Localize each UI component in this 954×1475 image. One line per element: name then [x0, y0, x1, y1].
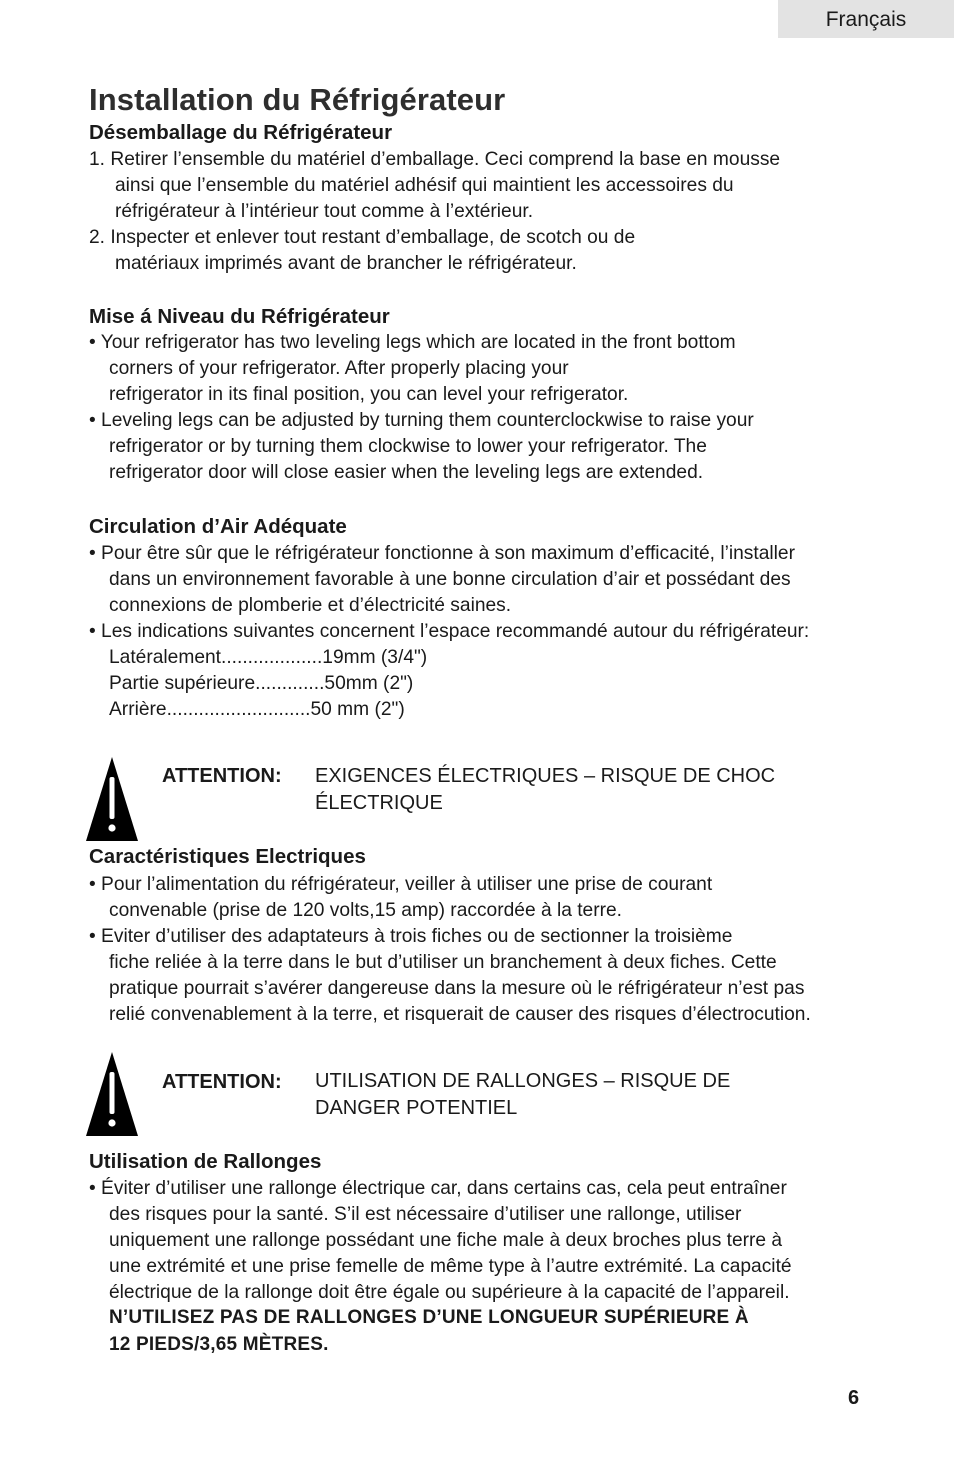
clearance-side: Latéralement...................19mm (3/4"): [109, 647, 428, 668]
air-heading: Circulation d’Air Adéquate: [89, 515, 347, 538]
electrical-line: convenable (prise de 120 volts,15 amp) raccordée à la terre.: [109, 900, 623, 921]
warning-label: ATTENTION:: [162, 765, 282, 787]
unpacking-line: 2. Inspecter et enlever tout restant d’emballage, de scotch ou de: [89, 227, 636, 248]
leveling-line: refrigerator in its final position, you can level your refrigerator.: [109, 384, 629, 405]
electrical-heading: Caractéristiques Electriques: [89, 845, 366, 868]
extension-line: électrique de la rallonge doit être égale ou supérieure à la capacité de l’appareil.: [109, 1282, 790, 1303]
leveling-line: • Leveling legs can be adjusted by turning them counterclockwise to raise your: [89, 410, 754, 431]
electrical-line: • Eviter d’utiliser des adaptateurs à trois fiches ou de sectionner la troisième: [89, 926, 733, 947]
air-line: • Pour être sûr que le réfrigérateur fonctionne à son maximum d’efficacité, l’installer: [89, 543, 795, 564]
electrical-line: fiche reliée à la terre dans le but d’utiliser un branchement à deux fiches. Cette: [109, 952, 777, 973]
page-number: 6: [848, 1387, 860, 1409]
warning-text: ÉLECTRIQUE: [315, 792, 443, 814]
unpacking-heading: Désemballage du Réfrigérateur: [89, 121, 393, 144]
air-line: connexions de plomberie et d’électricité saines.: [109, 595, 512, 616]
leveling-heading: Mise á Niveau du Réfrigérateur: [89, 305, 390, 328]
warning-text: EXIGENCES ÉLECTRIQUES – RISQUE DE CHOC: [315, 765, 776, 787]
unpacking-line: réfrigérateur à l’intérieur tout comme à l’extérieur.: [115, 201, 534, 222]
extension-warning-bold: 12 PIEDS/3,65 MÈTRES.: [109, 1334, 329, 1355]
leveling-line: refrigerator or by turning them clockwise to lower your refrigerator. The: [109, 436, 707, 457]
extension-line: uniquement une rallonge possédant une fiche male à deux broches plus terre à: [109, 1230, 783, 1251]
clearance-top: Partie supérieure.............50mm (2"): [109, 673, 414, 694]
extension-line: des risques pour la santé. S’il est nécessaire d’utiliser une rallonge, utiliser: [109, 1204, 742, 1225]
warning-label: ATTENTION:: [162, 1071, 282, 1093]
extension-warning-bold: N’UTILISEZ PAS DE RALLONGES D’UNE LONGUEUR SUPÉRIEURE À: [109, 1307, 749, 1328]
warning-triangle-icon: [86, 757, 138, 841]
air-line: dans un environnement favorable à une bonne circulation d’air et possédant des: [109, 569, 791, 590]
warning-triangle-icon: [86, 1052, 138, 1136]
extension-line: une extrémité et une prise femelle de même type à l’autre extrémité. La capacité: [109, 1256, 792, 1277]
warning-text: UTILISATION DE RALLONGES – RISQUE DE: [315, 1070, 731, 1092]
leveling-line: corners of your refrigerator. After properly placing your: [109, 358, 569, 379]
electrical-line: pratique pourrait s’avérer dangereuse dans la mesure où le réfrigérateur n’est pas: [109, 978, 805, 999]
electrical-line: relié convenablement à la terre, et risquerait de causer des risques d’électrocution.: [109, 1004, 811, 1025]
clearance-back: Arrière...........................50 mm (2"): [109, 699, 405, 720]
electrical-line: • Pour l’alimentation du réfrigérateur, veiller à utiliser une prise de courant: [89, 874, 713, 895]
leveling-line: • Your refrigerator has two leveling legs which are located in the front bottom: [89, 332, 736, 353]
warning-text: DANGER POTENTIEL: [315, 1097, 518, 1119]
air-line: • Les indications suivantes concernent l’espace recommandé autour du réfrigérateur:: [89, 621, 810, 642]
unpacking-line: matériaux imprimés avant de brancher le réfrigérateur.: [115, 253, 577, 274]
language-tab: Français: [778, 0, 954, 38]
leveling-line: refrigerator door will close easier when the leveling legs are extended.: [109, 462, 704, 483]
page-title: Installation du Réfrigérateur: [89, 82, 506, 117]
unpacking-line: ainsi que l’ensemble du matériel adhésif qui maintient les accessoires du: [115, 175, 734, 196]
extension-heading: Utilisation de Rallonges: [89, 1150, 322, 1173]
unpacking-line: 1. Retirer l’ensemble du matériel d’emballage. Ceci comprend la base en mousse: [89, 149, 781, 170]
extension-line: • Éviter d’utiliser une rallonge électrique car, dans certains cas, cela peut entraîner: [89, 1178, 787, 1199]
